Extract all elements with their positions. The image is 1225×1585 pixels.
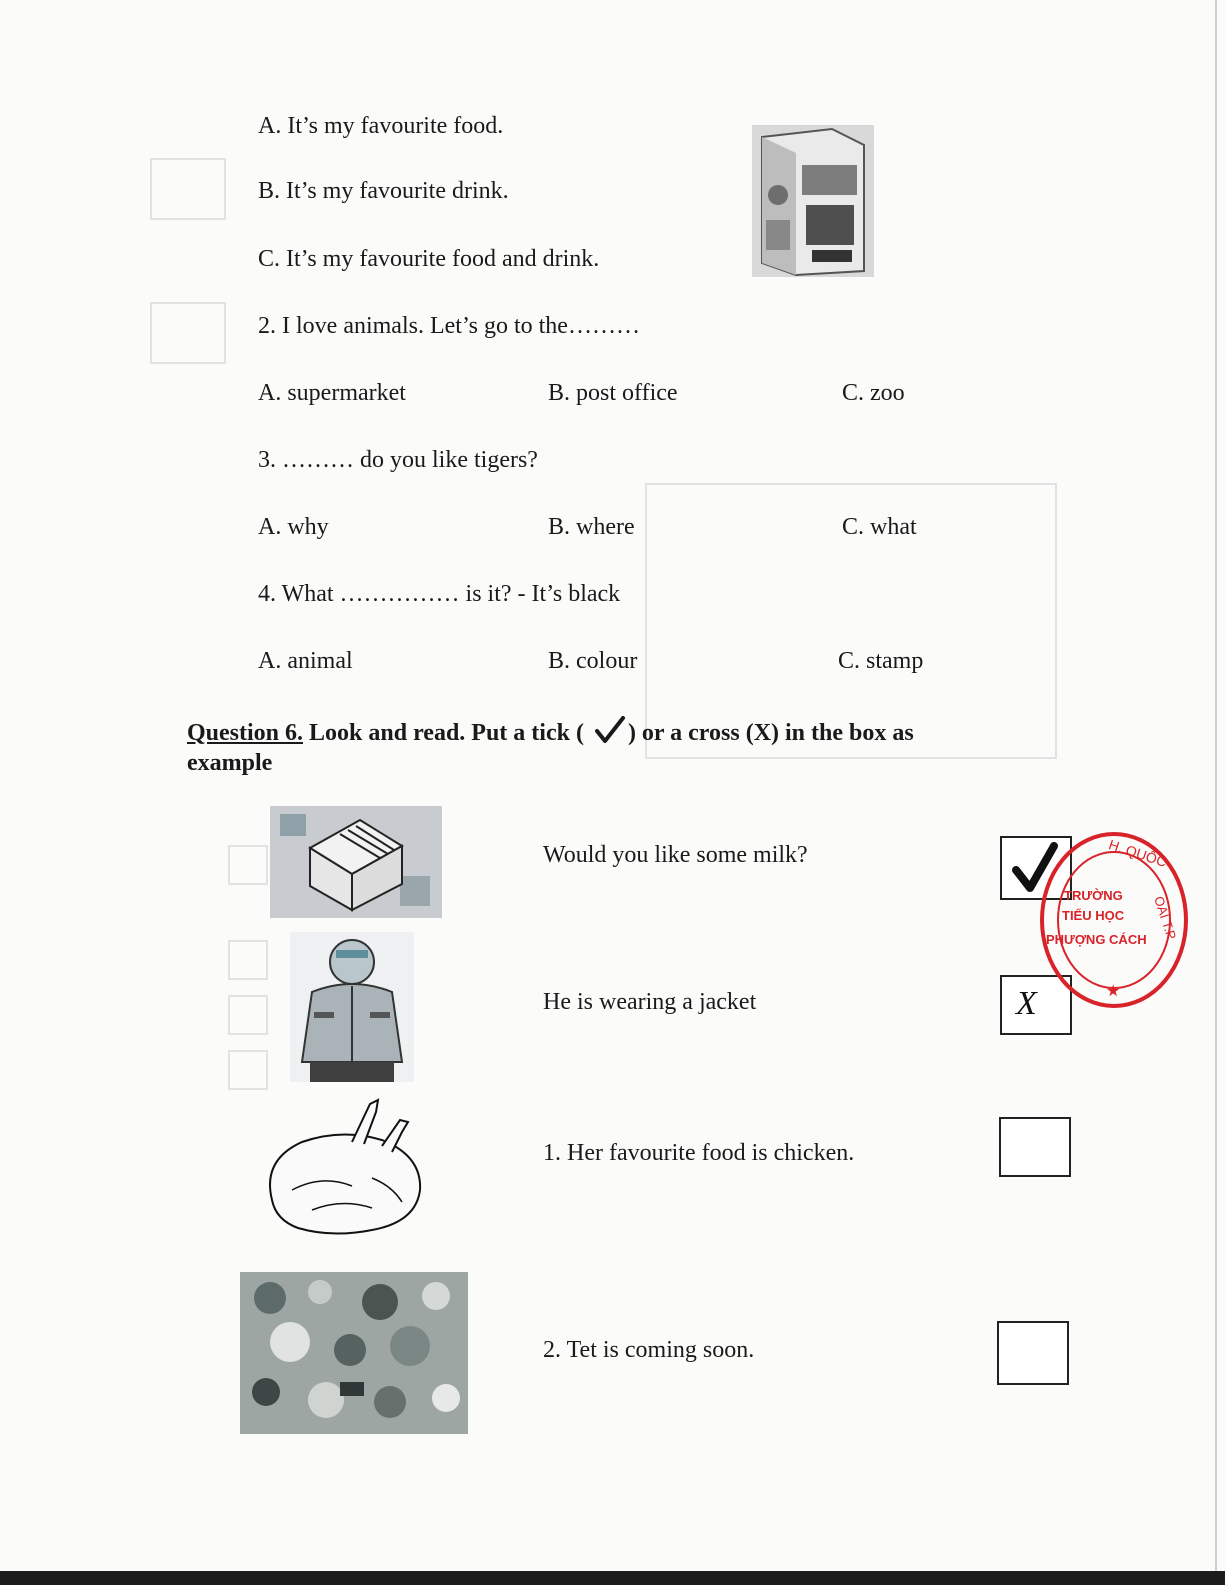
instruction-text: ) or a cross (X) in the box as [627,720,914,746]
svg-text:★: ★ [1106,981,1121,1000]
item2-option-c: C. zoo [842,380,905,406]
question-label: Question 6. [187,720,304,746]
svg-text:OAI T.P: OAI T.P [1151,894,1180,942]
item2-option-b: B. post office [548,380,678,406]
item1-option-c: C. It’s my favourite food and drink. [258,246,600,272]
boy-jacket-image [290,932,414,1082]
item4-option-b: B. colour [548,648,638,674]
svg-text:TIỂU HỌC: TIỂU HỌC [1062,908,1125,923]
svg-text:TRƯỜNG: TRƯỜNG [1064,888,1123,903]
tet-food-image [240,1272,468,1434]
bleed-box [150,158,226,220]
item3-option-a: A. why [258,514,329,540]
item3-option-b: B. where [548,514,635,540]
page-edge [1215,0,1217,1585]
cross-mark: X [1016,985,1037,1022]
tick-icon [594,716,626,744]
school-stamp-seal [1036,828,1192,1012]
item2-question: 2. I love animals. Let’s go to the……… [258,313,640,339]
milk-box-image [270,806,442,918]
answer-box-3[interactable] [999,1117,1071,1177]
chicken-image [252,1090,432,1240]
bleed-box [228,940,268,980]
example-sentence-1: Would you like some milk? [543,842,808,868]
milk-carton-image [752,125,874,277]
instruction-text: Look and read. Put a tick ( [303,720,584,746]
item4-question: 4. What …………… is it? - It’s black [258,581,621,607]
item1-option-b: B. It’s my favourite drink. [258,178,509,204]
example-sentence-2: He is wearing a jacket [543,989,757,1015]
item4-option-c: C. stamp [838,648,924,674]
item3-option-c: C. what [842,514,917,540]
scan-bottom-band [0,1571,1225,1585]
item1-option-a: A. It’s my favourite food. [258,113,504,139]
svg-text:PHƯỢNG CÁCH: PHƯỢNG CÁCH [1046,932,1147,947]
item-sentence-2: 2. Tet is coming soon. [543,1337,755,1363]
question-6-heading-line2: example [187,750,273,776]
item2-option-a: A. supermarket [258,380,406,406]
item4-option-a: A. animal [258,648,353,674]
bleed-box [228,845,268,885]
bleed-box [150,302,226,364]
bleed-box [228,1050,268,1090]
item-sentence-1: 1. Her favourite food is chicken. [543,1140,855,1166]
bleed-box [228,995,268,1035]
svg-text:H. QUỐC: H. QUỐC [1106,836,1169,870]
item3-question: 3. ……… do you like tigers? [258,447,538,473]
answer-box-4[interactable] [997,1321,1069,1385]
question-6-heading [187,716,914,747]
